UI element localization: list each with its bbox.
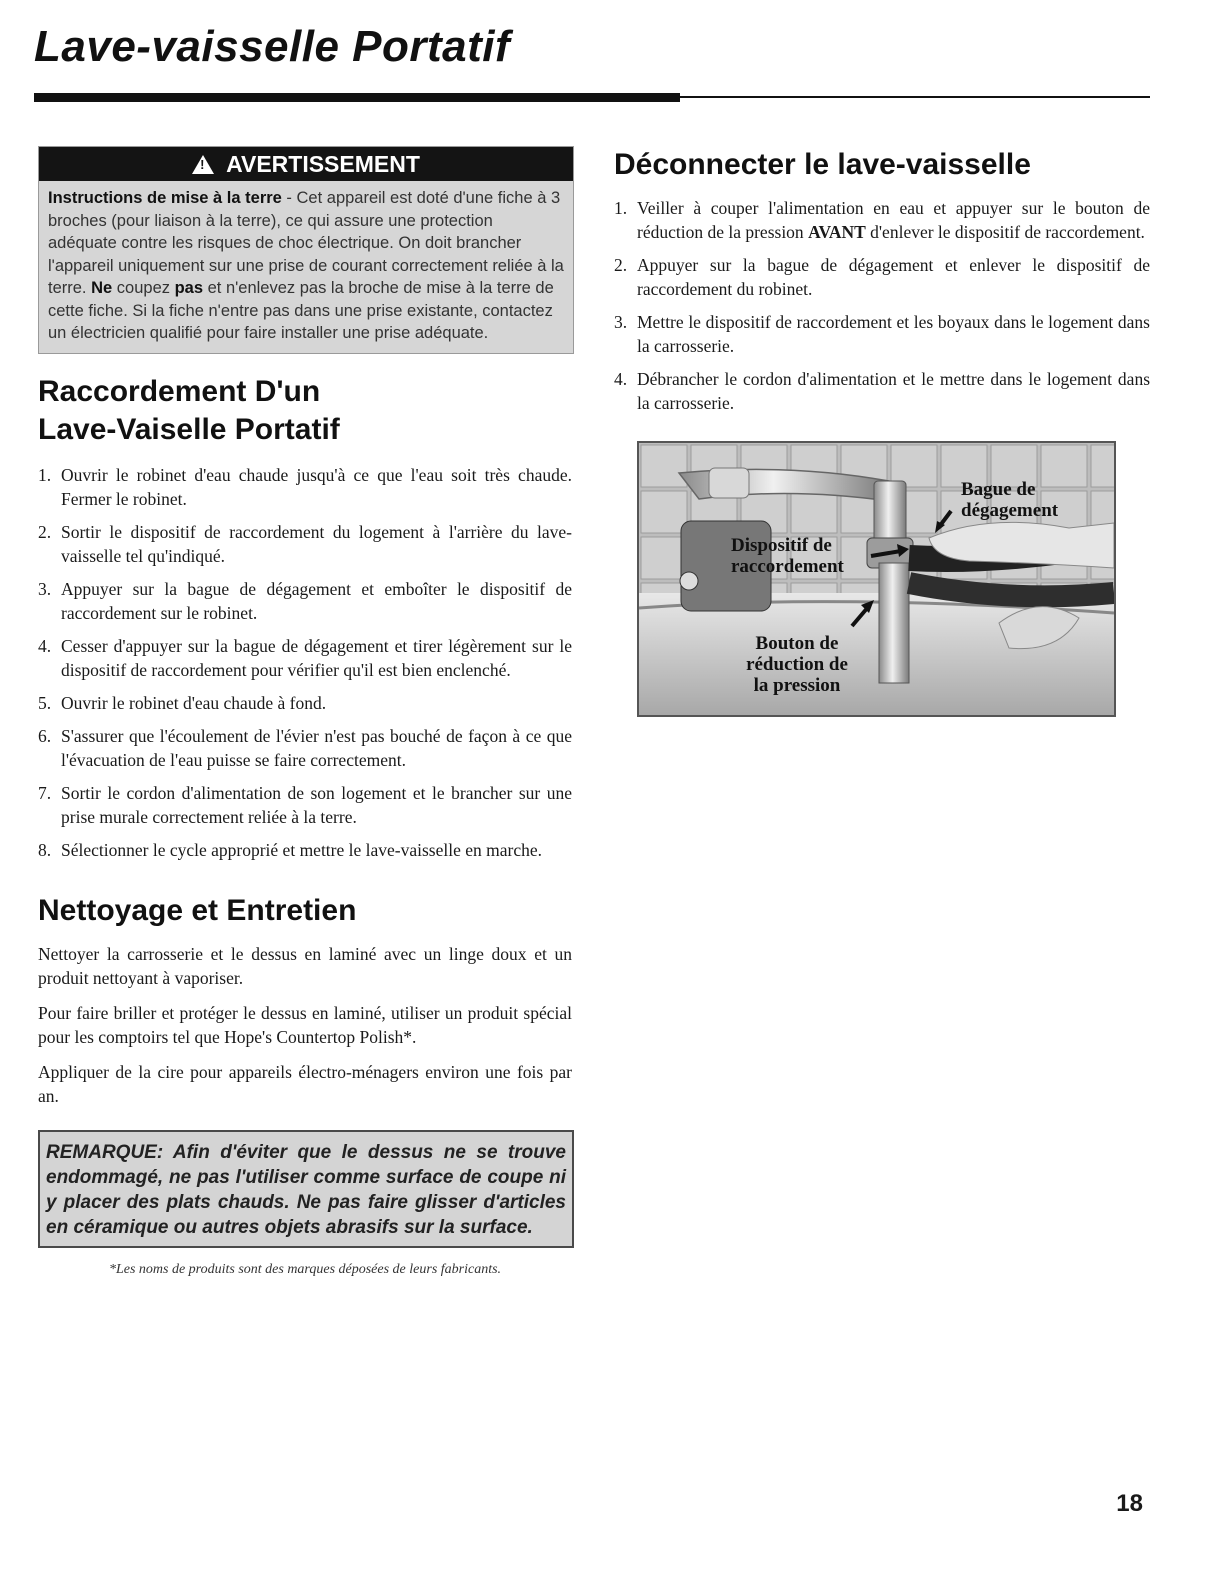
step-text: Sortir le dispositif de raccordement du logement à l'arrière du lave-vaisselle tel qu'indiqué. — [61, 521, 572, 566]
right-column — [614, 146, 1150, 717]
step-text: Appuyer sur la bague de dégagement et emboîter le dispositif de raccordement sur le robinet. — [61, 578, 572, 623]
page-number: 18 — [1116, 1490, 1143, 1517]
warning-triangle-icon: ! — [192, 155, 214, 174]
step-number: 6. — [38, 725, 52, 746]
step-text: Mettre le dispositif de raccordement et les boyaux dans le logement dans la carrosserie. — [637, 312, 1150, 356]
step-number: 2. — [614, 255, 628, 275]
photo-label-line: Bouton de — [755, 633, 839, 654]
step-text: Débrancher le cordon d'alimentation et le mettre dans le logement dans la carrosserie. — [637, 369, 1150, 413]
header-rule-thin — [680, 96, 1150, 98]
list-item — [38, 838, 572, 862]
warning-header — [39, 147, 573, 181]
list-item — [614, 367, 1150, 415]
step-number: 4. — [38, 635, 52, 656]
photo-label-line: réduction de — [746, 654, 848, 675]
photo-label-line: la pression — [753, 675, 841, 696]
warning-text-part: et n'enlevez pas la broche de mise à la terre de cette fiche. Si la fiche n'entre pas dans une prise existante, contactez un électricien qualifié pour faire installer une prise adéquate. — [48, 279, 554, 342]
photo-label-line: Dispositif de — [731, 535, 832, 556]
list-item — [38, 781, 572, 829]
list-item — [38, 634, 572, 682]
photo-label-line: raccordement — [731, 556, 844, 577]
list-item — [38, 577, 572, 625]
step-number: 7. — [38, 782, 52, 803]
warning-text — [39, 181, 573, 353]
list-item — [38, 691, 572, 715]
warning-title: AVERTISSEMENT — [226, 150, 420, 177]
remarque-note-box: REMARQUE: Afin d'éviter que le dessus ne se trouve endommagé, ne pas l'utiliser comme surface de coupe ni y placer des plats chauds. Ne pas faire glisser d'articles en céramique ou autres objets abrasifs sur la surface. — [38, 1130, 574, 1248]
warning-ne: Ne — [91, 279, 113, 297]
step-number: 4. — [614, 369, 628, 389]
nettoyage-title: Nettoyage et Entretien — [38, 893, 357, 927]
warning-pas: pas — [174, 279, 204, 297]
warning-text-part: - Cet appareil est doté d'une fiche à 3 broches (pour liaison à la terre), ce qui assure une protection adéquate contre les risques de choc électrique. On doit brancher l'appareil uniquement sur une prise de courant correctement reliée à la terre. — [48, 189, 564, 297]
step-number: 3. — [38, 578, 52, 599]
list-item — [38, 724, 572, 772]
photo-label-line: Bague de — [961, 479, 1036, 500]
warning-box — [38, 146, 574, 354]
deconnecter-steps — [614, 196, 1150, 415]
step-text: S'assurer que l'écoulement de l'évier n'est pas bouché de façon à ce que l'évacuation de l'eau puisse se faire correctement. — [61, 725, 572, 770]
photo-label-dispositif — [731, 535, 844, 577]
raccordement-title — [38, 373, 572, 449]
footnote: *Les noms de produits sont des marques déposées de leurs fabricants. — [108, 1261, 502, 1277]
step-text: Sortir le cordon d'alimentation de son logement et le brancher sur une prise murale correctement reliée à la terre. — [61, 782, 572, 827]
list-item — [614, 196, 1150, 244]
nettoyage-paragraph: Appliquer de la cire pour appareils électro-ménagers environ une fois par an. — [38, 1061, 572, 1106]
nettoyage-paragraph: Nettoyer la carrosserie et le dessus en laminé avec un linge doux et un produit nettoyant à vaporiser. — [38, 943, 572, 988]
step-text: Sélectionner le cycle approprié et mettre le lave-vaisselle en marche. — [61, 839, 543, 860]
warning-lead: Instructions de mise à la terre — [48, 189, 282, 207]
step-text: Veiller à couper l'alimentation en eau et appuyer sur le bouton de réduction de la pression — [637, 198, 1150, 242]
photo-label-line: dégagement — [961, 500, 1059, 521]
step-text: d'enlever le dispositif de raccordement. — [865, 222, 1145, 242]
header-rule-thick — [34, 93, 680, 102]
step-number: 1. — [614, 198, 628, 218]
warning-text-part: coupez — [112, 279, 175, 297]
step-number: 1. — [38, 464, 52, 485]
list-item — [614, 310, 1150, 358]
deconnecter-title: Déconnecter le lave-vaisselle — [614, 148, 1031, 181]
step-text: Cesser d'appuyer sur la bague de dégagement et tirer légèrement sur le dispositif de raccordement pour vérifier qu'il est bien enclenché. — [61, 635, 572, 680]
step-number: 3. — [614, 312, 628, 332]
raccordement-title-line1: Raccordement D'un — [38, 374, 321, 408]
photo-label-bouton — [727, 633, 867, 696]
nettoyage-paragraph: Pour faire briller et protéger le dessus en laminé, utiliser un produit spécial pour les comptoirs tel que Hope's Countertop Polish*. — [38, 1002, 572, 1047]
step-number: 8. — [38, 839, 52, 860]
step-number: 2. — [38, 521, 52, 542]
list-item — [614, 253, 1150, 301]
step-text: Ouvrir le robinet d'eau chaude jusqu'à ce que l'eau soit très chaude. Fermer le robinet. — [61, 464, 572, 509]
list-item — [38, 463, 572, 511]
step-text: Ouvrir le robinet d'eau chaude à fond. — [61, 692, 327, 713]
faucet-connector-photo — [637, 441, 1116, 717]
raccordement-title-line2: Lave-Vaiselle Portatif — [38, 412, 340, 446]
left-column — [38, 146, 572, 1278]
step-number: 5. — [38, 692, 52, 713]
page-title: Lave-vaisselle Portatif — [34, 22, 511, 71]
step-text-bold: AVANT — [808, 222, 866, 242]
list-item — [38, 520, 572, 568]
raccordement-steps — [38, 463, 572, 862]
step-text: Appuyer sur la bague de dégagement et enlever le dispositif de raccordement du robinet. — [637, 255, 1150, 299]
photo-label-bague — [961, 479, 1058, 521]
